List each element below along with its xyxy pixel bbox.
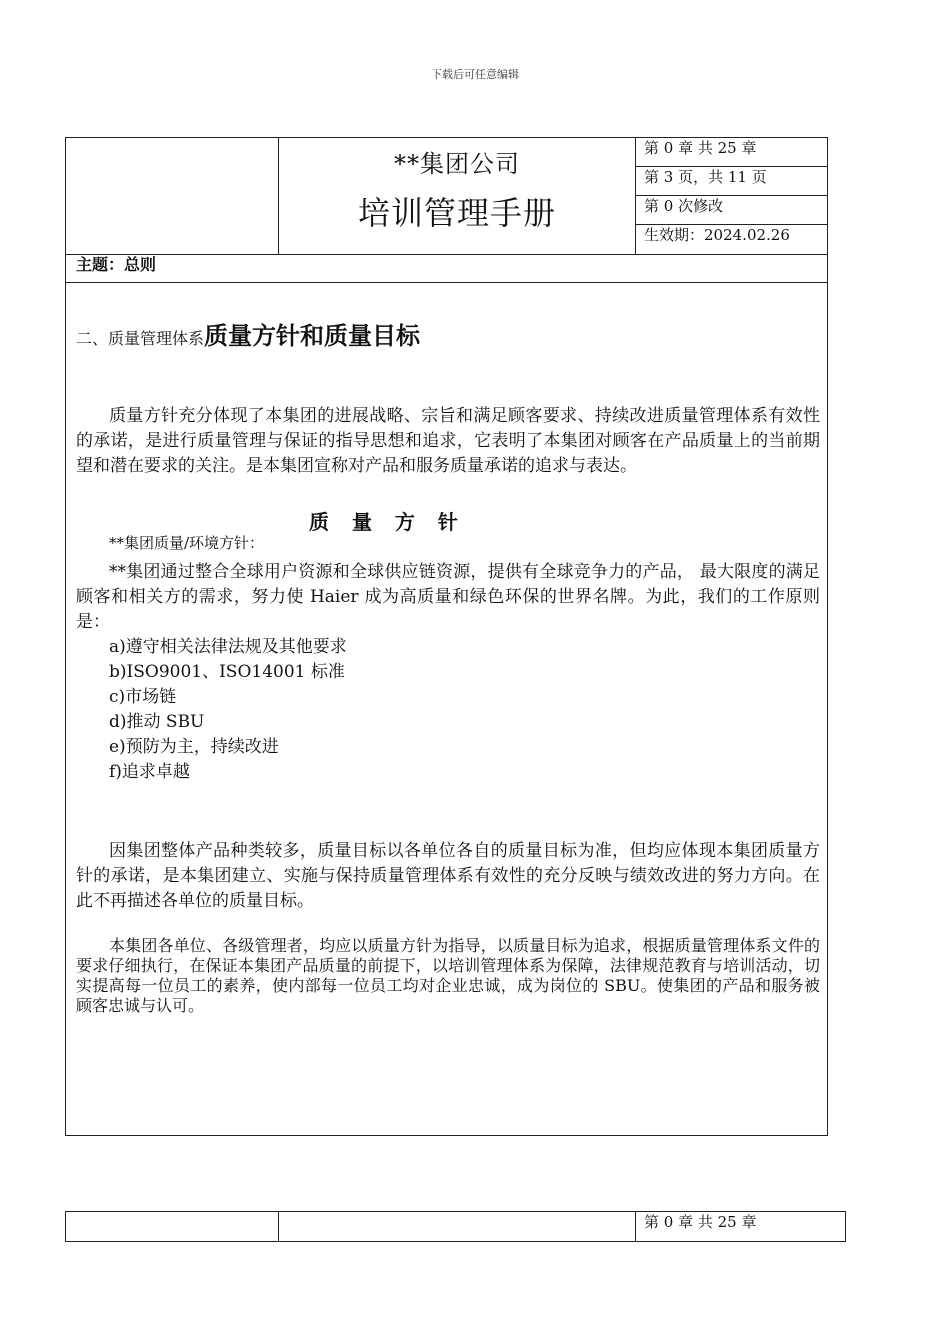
- company-name: **集团公司: [394, 150, 520, 178]
- intro-paragraph: 质量方针充分体现了本集团的进展战略、宗旨和满足顾客要求、持续改进质量管理体系有效性的承诺，是进行质量管理与保证的指导思想和追求，它表明了本集团对顾客在产品质量上的当前期望和潜在要求的关注。是本集团宣称对产品和服务质量承诺的追求与表达。: [76, 406, 820, 476]
- section-heading: [76, 316, 420, 351]
- meta-effective-date: 生效期：2024.02.26: [644, 226, 790, 244]
- footer-chapter: 第 0 章 共 25 章: [644, 1213, 757, 1231]
- meta-page: 第 3 页，共 11 页: [636, 167, 827, 196]
- document-frame: [65, 137, 828, 1136]
- section-prefix: 二、质量管理体系: [76, 329, 205, 348]
- footer-logo-cell: [66, 1212, 279, 1241]
- meta-chapter: 第 0 章 共 25 章: [636, 138, 827, 167]
- section-title: 质量方针和质量目标: [204, 322, 421, 350]
- list-item: a)遵守相关法律法规及其他要求: [109, 637, 347, 657]
- header-table: [66, 138, 827, 255]
- list-item: e)预防为主，持续改进: [109, 737, 279, 757]
- objectives-paragraph: 因集团整体产品种类较多，质量目标以各单位各自的质量目标为准，但均应体现本集团质量方针的承诺，是本集团建立、实施与保持质量管理体系有效性的充分反映与绩效改进的努力方向。在此不再描述各单位的质量目标。: [76, 841, 820, 911]
- meta-revision: 第 0 次修改: [636, 196, 827, 225]
- principles-list: [109, 635, 347, 785]
- title-cell: [279, 138, 636, 254]
- list-item: d)推动 SBU: [109, 712, 205, 732]
- list-item: c)市场链: [109, 687, 177, 707]
- manual-title: 培训管理手册: [357, 194, 556, 232]
- policy-subtitle: **集团质量/环境方针：: [109, 534, 265, 552]
- policy-title: 质 量 方 针: [309, 510, 466, 534]
- closing-paragraph: 本集团各单位、各级管理者，均应以质量方针为指导，以质量目标为追求，根据质量管理体系文件的要求仔细执行，在保证本集团产品质量的前提下，以培训管理体系为保障，法律规范教育与培训活动，切实提高每一位员工的素养，使内部每一位员工均对企业忠诚，成为岗位的 SBU。使集团的产品和服务被顾客忠诚与认可。: [76, 936, 820, 1015]
- list-item: b)ISO9001、ISO14001 标准: [109, 662, 345, 682]
- list-item: f)追求卓越: [109, 762, 190, 782]
- meta-cell: [636, 138, 827, 254]
- footer-title-cell: [279, 1212, 636, 1241]
- download-note: 下载后可任意编辑: [431, 68, 519, 81]
- footer-table: [65, 1211, 846, 1242]
- policy-paragraph: **集团通过整合全球用户资源和全球供应链资源，提供有全球竞争力的产品， 最大限度的满足顾客和相关方的需求，努力使 Haier 成为高质量和绿色环保的世界名牌。为此，我们的工作原则是：: [76, 562, 820, 632]
- logo-cell: [66, 138, 279, 254]
- subject-row: 主题：总则: [66, 254, 827, 283]
